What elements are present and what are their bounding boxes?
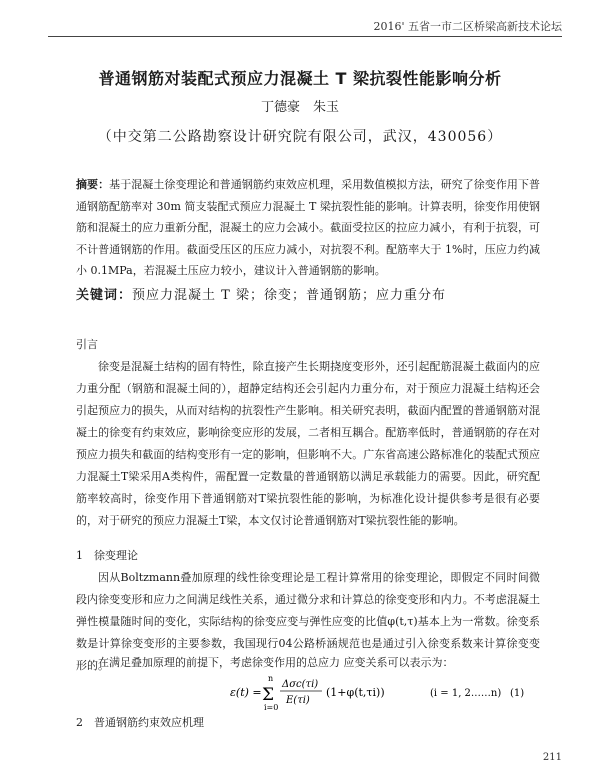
keywords-label: 关键词： <box>76 288 133 303</box>
section-1-body: 因从Boltzmann叠加原理的线性徐变理论是工程计算常用的徐变理论，即假定不同时间微段内徐变变形和应力之间满足线性关系，通过微分求和计算总的徐变变形和内力。不考虑混凝土弹性模量随时间的变化，实际结构的徐变应变与弹性应变的比值φ(t,τ)基本上为一常数。徐变系数是计算徐变变形的主要参数，我国现行04公路桥涵规范也是通过引入徐变系数来计算徐变变形的。 <box>76 571 540 672</box>
section-2-heading: 2 普通钢筋约束效应机理 <box>76 716 204 729</box>
eq-number: (1) <box>510 688 525 699</box>
section-1-heading: 1 徐变理论 <box>76 549 138 562</box>
paper-authors: 丁德豪 朱玉 <box>260 100 339 115</box>
equation-1 <box>0 672 600 712</box>
page-number: 211 <box>542 752 562 763</box>
abstract <box>76 174 540 282</box>
abstract-text: 基于混凝土徐变理论和普通钢筋约束效应机理，采用数值模拟方法，研究了徐变作用下普通钢筋配筋率对 30m 简支装配式预应力混凝土 T 梁抗裂性能的影响。计算表明，徐变作用使钢筋和混凝土的应力重新分配，混凝土的应力会减小。截面受拉区的拉应力减小，有利于抗裂，可不计普通钢筋的作用。截面受压区的压应力减小，对抗裂不利。配筋率大于 1%时，压应力约减小 0.1MPa，若混凝土压应力较小，建议计入普通钢筋的影响。 <box>76 178 541 277</box>
eq-lhs: ε(t) = <box>230 686 262 699</box>
keywords <box>76 284 540 303</box>
section-1-lead: 在满足叠加原理的前提下，考虑徐变作用的总应力 应变关系可以表示为： <box>98 656 454 669</box>
eq-sum-top: n <box>268 674 274 683</box>
intro-heading: 引言 <box>76 338 98 351</box>
eq-factor: (1+φ(t,τi)) <box>326 686 385 699</box>
eq-denominator: E(τi) <box>286 695 310 706</box>
eq-sum-bottom: i=0 <box>264 703 279 712</box>
eq-numerator: Δσc(τi) <box>282 679 319 690</box>
intro-body: 徐变是混凝土结构的固有特性，除直接产生长期挠度变形外，还引起配筋混凝土截面内的应力重分配（钢筋和混凝土间的），超静定结构还会引起内力重分布，对于预应力混凝土结构还会引起预应力的损失，从而对结构的抗裂性产生影响。相关研究表明，截面内配置的普通钢筋对混凝土的徐变有约束效应，影响徐变应形的发展，二者相互耦合。配筋率低时，普通钢筋的存在对预应力损失和截面的结构变形有一定的影响，但影响不大。广东省高速公路标准化的装配式预应力混凝土T梁采用A类构件，需配置一定数量的普通钢筋以满足承载能力的需要。因此，研究配筋率较高时，徐变作用下普通钢筋对T梁抗裂性能的影响，为标准化设计提供参考是很有必要的，对于研究的预应力混凝土T梁，本文仅讨论普通钢筋对T梁抗裂性能的影响。 <box>76 360 540 527</box>
running-header: 2016' 五省一市二区桥梁高新技术论坛 <box>373 20 562 33</box>
equation-graphic <box>0 672 600 712</box>
eq-sum-sign: Σ <box>262 685 275 705</box>
abstract-label: 摘要： <box>76 178 110 191</box>
paper-affiliation: （中交第二公路勘察设计研究院有限公司，武汉，430056） <box>97 129 503 145</box>
keywords-text: 预应力混凝土 T 梁；徐变；普通钢筋；应力重分布 <box>132 288 446 303</box>
header-rule <box>48 36 562 37</box>
paper-title: 普通钢筋对装配式预应力混凝土 T 梁抗裂性能影响分析 <box>98 69 502 88</box>
eq-condition: (i = 1, 2……n) <box>430 688 502 699</box>
